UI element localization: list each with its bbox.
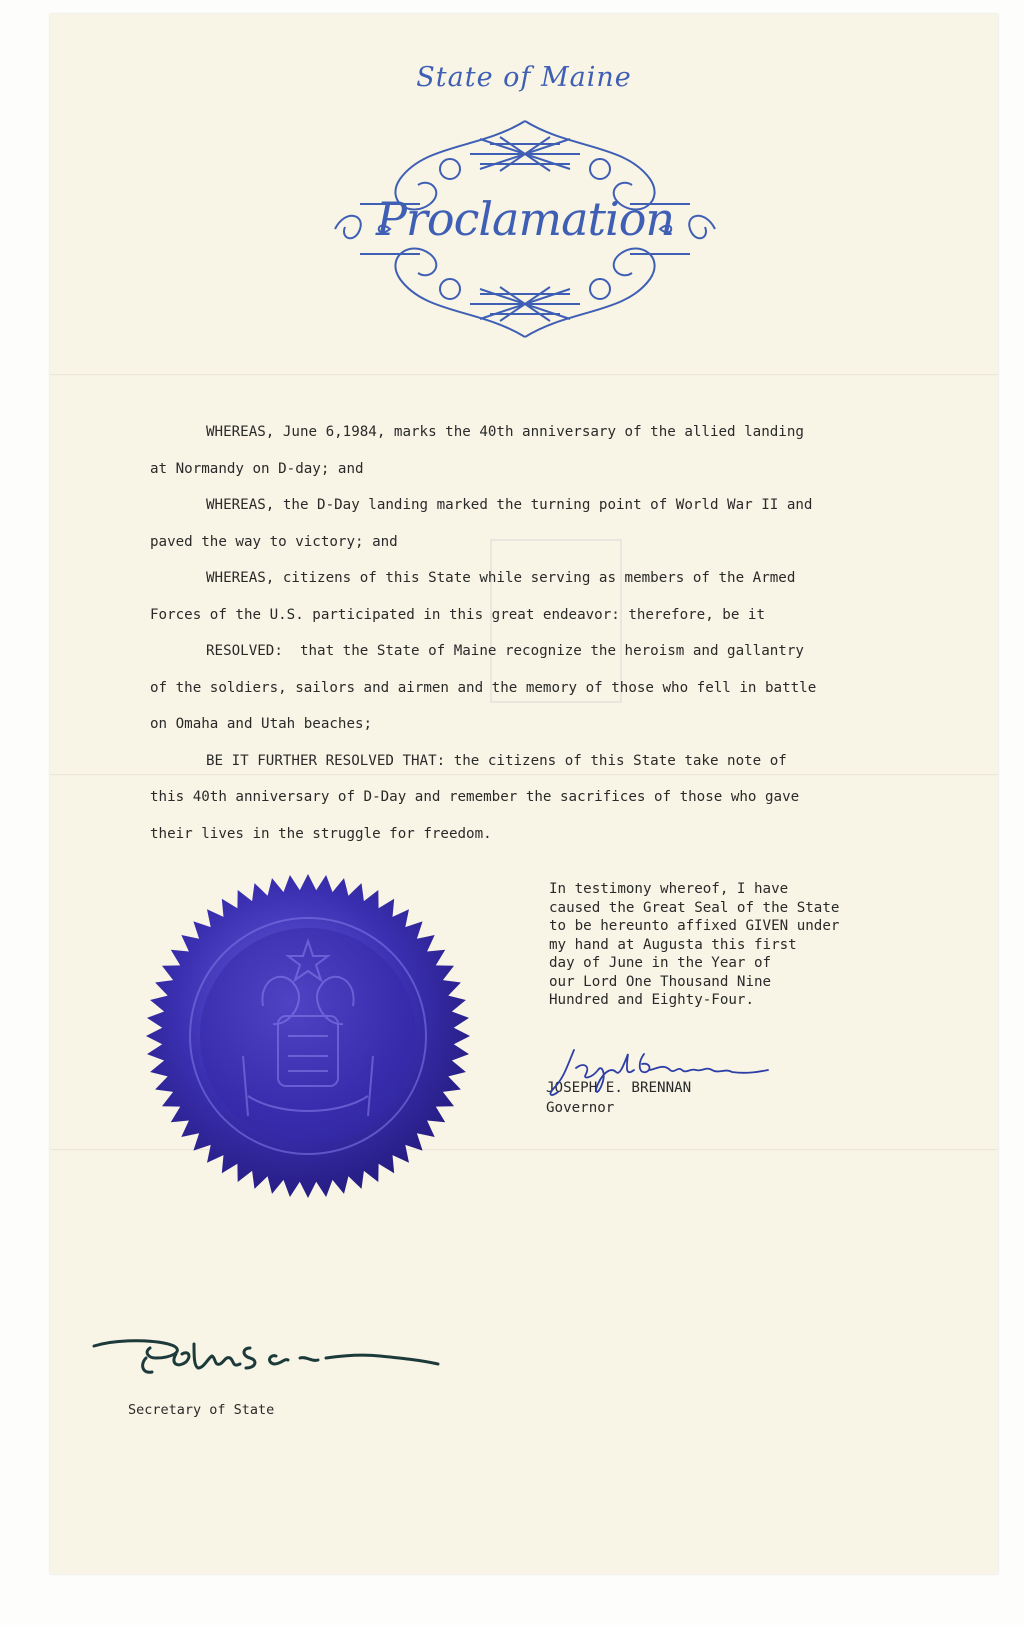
secretary-title: Secretary of State — [128, 1402, 275, 1418]
document-title: Proclamation — [375, 192, 675, 246]
testimony-line: caused the Great Seal of the State — [549, 899, 840, 916]
body-line: this 40th anniversary of D-Day and remember the sacrifices of those who gave — [150, 789, 800, 805]
testimony-line: In testimony whereof, I have — [549, 881, 789, 897]
body-line: RESOLVED: that the State of Maine recognize the heroism and gallantry — [206, 643, 804, 659]
state-label: State of Maine — [416, 62, 632, 93]
great-seal-icon — [138, 866, 478, 1206]
fold-line — [50, 374, 998, 376]
body-line: their lives in the struggle for freedom. — [150, 825, 492, 842]
testimony-line: my hand at Augusta this first — [549, 936, 797, 953]
governor-name: JOSEPH E. BRENNAN — [546, 1080, 692, 1096]
secretary-signature — [90, 1334, 450, 1394]
body-line: BE IT FURTHER RESOLVED THAT: the citizens of this State take note of — [206, 752, 787, 769]
testimony-clause — [549, 880, 889, 1010]
testimony-line: our Lord One Thousand Nine — [549, 973, 772, 990]
body-line: paved the way to victory; and — [150, 533, 398, 550]
body-line: WHEREAS, citizens of this State while serving as members of the Armed — [206, 570, 796, 586]
body-line: on Omaha and Utah beaches; — [150, 716, 373, 732]
testimony-line: to be hereunto affixed GIVEN under — [549, 918, 840, 934]
body-line: Forces of the U.S. participated in this great endeavor: therefore, be it — [150, 606, 765, 623]
body-line: WHEREAS, the D-Day landing marked the turning point of World War II and — [206, 497, 813, 513]
body-line: of the soldiers, sailors and airmen and the memory of those who fell in battle — [150, 679, 817, 696]
governor-signature — [546, 1044, 786, 1104]
testimony-line: day of June in the Year of — [549, 955, 772, 971]
governor-signature-block — [546, 1044, 806, 1114]
governor-title: Governor — [546, 1100, 615, 1116]
proclamation-document — [50, 14, 998, 1574]
testimony-line: Hundred and Eighty-Four. — [549, 992, 754, 1008]
secretary-signature-block — [90, 1334, 450, 1424]
proclamation-body — [150, 414, 910, 852]
body-line: WHEREAS, June 6,1984, marks the 40th anniversary of the allied landing — [206, 424, 804, 440]
body-line: at Normandy on D-day; and — [150, 460, 364, 477]
